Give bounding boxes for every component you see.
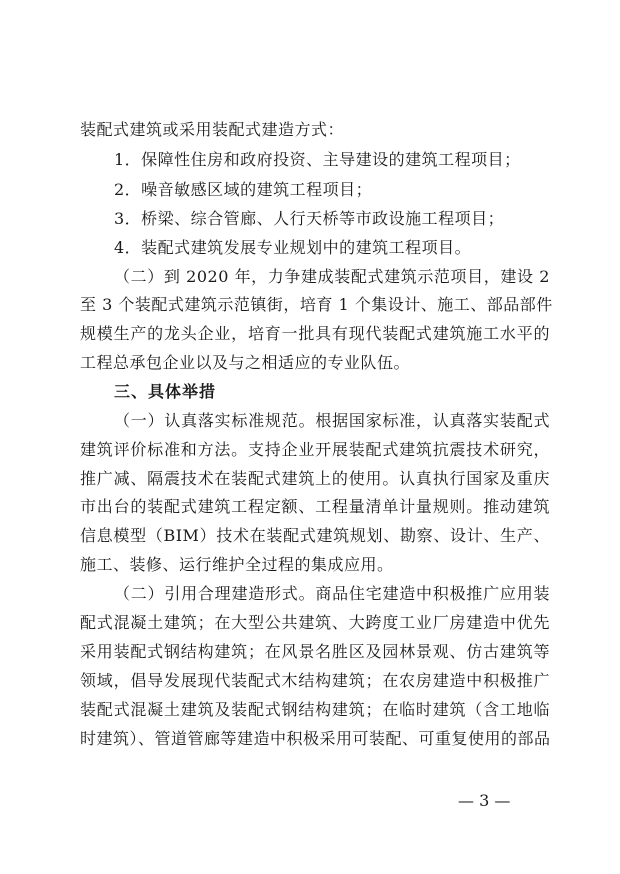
paragraph-line: 规模生产的龙头企业，培育一批具有现代装配式建筑施工水平的 <box>80 324 550 343</box>
paragraph-line: 施工、装修、运行维护全过程的集成应用。 <box>80 555 394 574</box>
paragraph-line: 配式混凝土建筑；在大型公共建筑、大跨度工业厂房建造中优先 <box>80 613 550 632</box>
paragraph-line: 市出台的装配式建筑工程定额、工程量清单计量规则。推动建筑 <box>80 497 550 516</box>
paragraph-line: 采用装配式钢结构建筑；在风景名胜区及园林景观、仿古建筑等 <box>80 642 550 661</box>
list-item: 4．装配式建筑发展专业规划中的建筑工程项目。 <box>114 238 472 257</box>
paragraph-line: 至 3 个装配式建筑示范镇街，培育 1 个集设计、施工、部品部件 <box>80 295 553 314</box>
paragraph-line: 领域，倡导发展现代装配式木结构建筑；在农房建造中积极推广 <box>80 671 550 690</box>
list-item: 3．桥梁、综合管廊、人行天桥等市政设施工程项目； <box>114 209 505 228</box>
paragraph-line: 建筑评价标准和方法。支持企业开展装配式建筑抗震技术研究， <box>80 440 550 459</box>
list-item: 2．噪音敏感区域的建筑工程项目； <box>114 180 373 199</box>
paragraph-line: （一）认真落实标准规范。根据国家标准，认真落实装配式 <box>114 411 550 430</box>
paragraph-line: （二）引用合理建造形式。商品住宅建造中积极推广应用装 <box>114 584 550 603</box>
paragraph-line: 信息模型（BIM）技术在装配式建筑规划、勘察、设计、生产、 <box>80 526 550 545</box>
list-item: 1．保障性住房和政府投资、主导建设的建筑工程项目； <box>114 150 521 169</box>
paragraph-line: 装配式建筑或采用装配式建造方式： <box>80 120 345 139</box>
section-heading: 三、具体举措 <box>114 382 217 401</box>
paragraph-line: 推广减、隔震技术在装配式建筑上的使用。认真执行国家及重庆 <box>80 469 550 488</box>
paragraph-line: （二）到 2020 年，力争建成装配式建筑示范项目，建设 2 <box>114 267 550 286</box>
paragraph-line: 装配式混凝土建筑及装配式钢结构建筑；在临时建筑（含工地临 <box>80 700 550 719</box>
paragraph-line: 工程总承包企业以及与之相适应的专业队伍。 <box>80 353 411 372</box>
page-number: — 3 — <box>458 791 511 810</box>
paragraph-line: 时建筑）、管道管廊等建造中积极采用可装配、可重复使用的部品 <box>80 729 551 748</box>
